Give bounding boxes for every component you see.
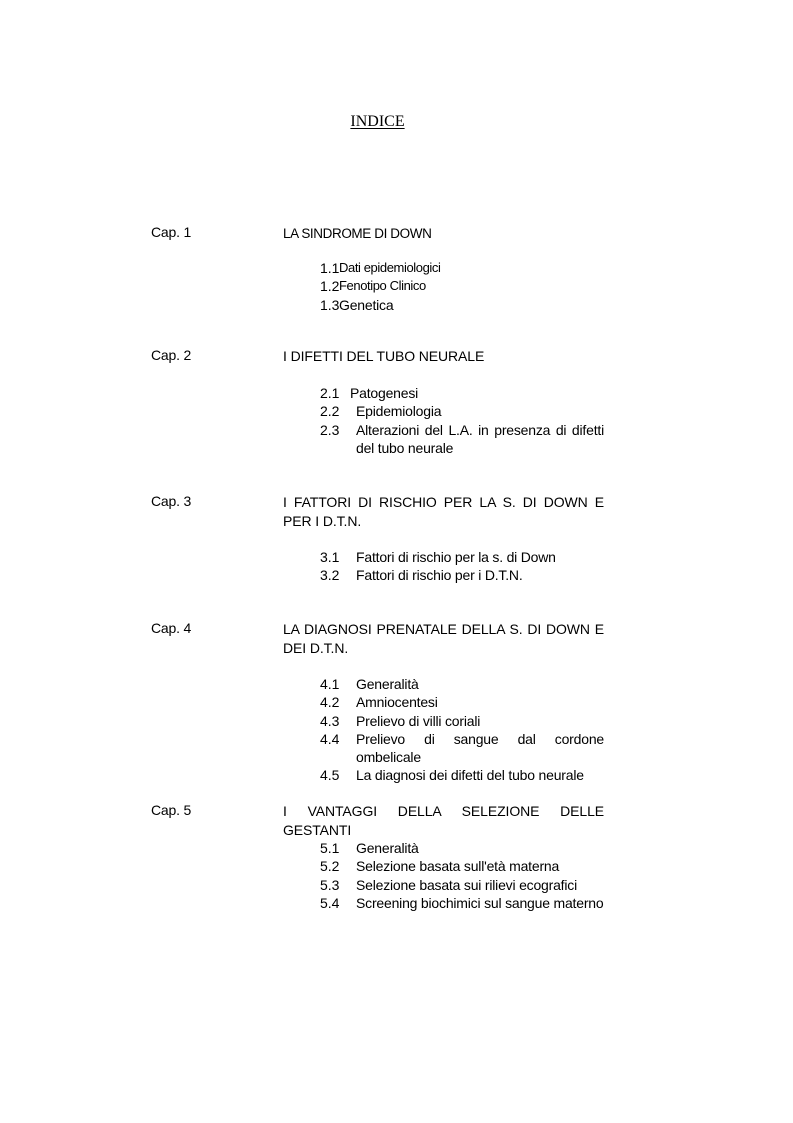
section-title: La diagnosi dei difetti del tubo neurale bbox=[356, 767, 584, 784]
section-item bbox=[320, 566, 604, 584]
section-number: 2.3 bbox=[320, 421, 340, 438]
chapter-title: I VANTAGGI DELLA SELEZIONE DELLE GESTANTI bbox=[283, 803, 604, 838]
section-number: 2.2 bbox=[320, 403, 340, 420]
section-item bbox=[320, 894, 604, 912]
section-list bbox=[320, 839, 604, 912]
chapter-title: I DIFETTI DEL TUBO NEURALE bbox=[283, 348, 485, 364]
section-item bbox=[320, 548, 604, 566]
section-item bbox=[320, 421, 604, 458]
section-title: Prelievo di sangue dal cordone ombelicale bbox=[356, 730, 604, 766]
chapter-number: Cap. 1 bbox=[151, 224, 192, 240]
section-title: Epidemiologia bbox=[356, 403, 442, 420]
section-number: 5.1 bbox=[320, 840, 340, 856]
chapter-title: I FATTORI DI RISCHIO PER LA S. DI DOWN E PER I D.T.N. bbox=[283, 494, 604, 529]
section-item bbox=[320, 876, 604, 894]
section-number: 1.3 bbox=[320, 296, 340, 313]
section-item bbox=[320, 259, 604, 277]
section-title: Prelievo di villi coriali bbox=[356, 712, 481, 729]
section-number: 4.1 bbox=[320, 676, 340, 692]
section-number: 4.3 bbox=[320, 712, 340, 729]
section-number: 1.1 bbox=[320, 260, 340, 276]
chapter-number: Cap. 2 bbox=[151, 347, 192, 363]
section-item bbox=[320, 730, 604, 767]
section-title: Selezione basata sui rilievi ecografici bbox=[356, 876, 577, 893]
section-list bbox=[320, 675, 604, 785]
section-number: 5.4 bbox=[320, 894, 340, 911]
section-title: Genetica bbox=[339, 296, 394, 313]
section-title: Fattori di rischio per i D.T.N. bbox=[356, 567, 523, 584]
section-item bbox=[320, 296, 604, 314]
section-number: 1.2 bbox=[320, 278, 340, 295]
section-title: Selezione basata sull'età materna bbox=[356, 858, 560, 875]
section-title: Generalità bbox=[356, 840, 419, 856]
section-title: Patogenesi bbox=[350, 385, 419, 401]
chapter-number: Cap. 4 bbox=[151, 620, 192, 636]
section-title: Alterazioni del L.A. in presenza di difetti del tubo neurale bbox=[356, 421, 604, 456]
section-number: 4.2 bbox=[320, 694, 340, 711]
section-item bbox=[320, 402, 604, 420]
section-title: Dati epidemiologici bbox=[339, 260, 441, 275]
section-item bbox=[320, 766, 604, 784]
section-number: 2.1 bbox=[320, 385, 340, 401]
section-item bbox=[320, 693, 604, 711]
section-list bbox=[320, 548, 604, 585]
section-item bbox=[320, 839, 604, 857]
section-title: Fenotipo Clinico bbox=[339, 278, 426, 294]
section-number: 3.2 bbox=[320, 567, 340, 584]
section-title: Screening biochimici sul sangue materno bbox=[356, 894, 604, 911]
section-list bbox=[320, 384, 604, 457]
section-item bbox=[320, 675, 604, 693]
section-title: Amniocentesi bbox=[356, 694, 438, 711]
chapter-number: Cap. 3 bbox=[151, 493, 192, 509]
section-number: 4.4 bbox=[320, 730, 340, 747]
section-list bbox=[320, 259, 604, 314]
chapter-title: LA DIAGNOSI PRENATALE DELLA S. DI DOWN E DEI D.T.N. bbox=[283, 621, 604, 656]
section-number: 3.1 bbox=[320, 549, 340, 565]
chapter-title: LA SINDROME DI DOWN bbox=[283, 226, 432, 241]
section-title: Fattori di rischio per la s. di Down bbox=[356, 549, 556, 565]
section-number: 5.3 bbox=[320, 876, 340, 893]
section-number: 5.2 bbox=[320, 858, 340, 875]
section-item bbox=[320, 857, 604, 875]
section-number: 4.5 bbox=[320, 767, 340, 784]
section-title: Generalità bbox=[356, 676, 419, 692]
section-item bbox=[320, 384, 604, 402]
page-title: INDICE bbox=[350, 113, 405, 130]
chapter-number: Cap. 5 bbox=[151, 802, 192, 818]
section-item bbox=[320, 277, 604, 295]
section-item bbox=[320, 712, 604, 730]
